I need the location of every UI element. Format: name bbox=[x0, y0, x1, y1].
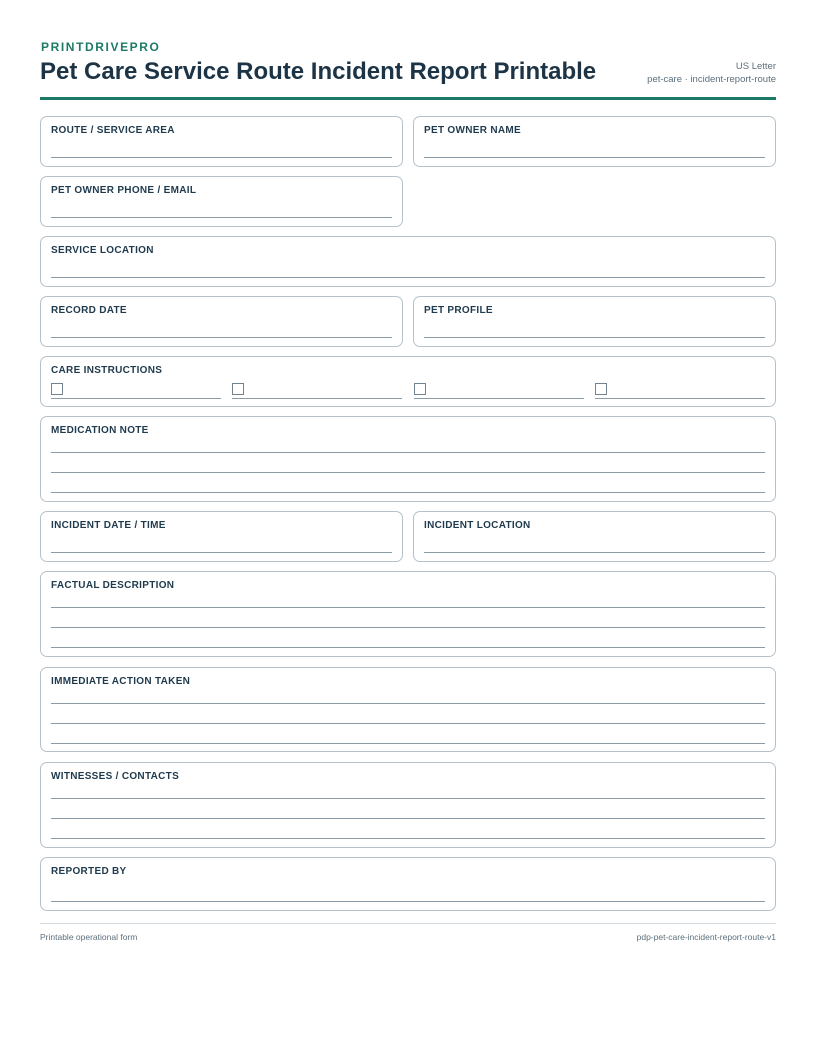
footer-form-type: Printable operational form bbox=[40, 932, 138, 942]
care-instruction-item[interactable] bbox=[232, 382, 402, 399]
reported-by-field[interactable] bbox=[40, 857, 776, 911]
care-instructions-checklist bbox=[51, 382, 765, 398]
witnesses-contacts-label: WITNESSES / CONTACTS bbox=[51, 771, 180, 782]
record-date-field[interactable] bbox=[40, 296, 403, 347]
medication-note-line[interactable] bbox=[51, 492, 765, 493]
pet-profile-label: PET PROFILE bbox=[424, 305, 493, 316]
pet-profile-field[interactable] bbox=[413, 296, 776, 347]
reported-by-line[interactable] bbox=[51, 901, 765, 902]
witnesses-contacts-line[interactable] bbox=[51, 818, 765, 819]
document-tags: pet-care · incident-report-route bbox=[647, 74, 776, 85]
record-date-line[interactable] bbox=[51, 337, 392, 338]
brand-name: PRINTDRIVEPRO bbox=[41, 40, 161, 54]
immediate-action-taken-label: IMMEDIATE ACTION TAKEN bbox=[51, 676, 191, 687]
checkbox[interactable] bbox=[232, 383, 244, 395]
incident-location-label: INCIDENT LOCATION bbox=[424, 520, 531, 531]
page-title: Pet Care Service Route Incident Report Printable bbox=[40, 58, 597, 85]
medication-note-field[interactable] bbox=[40, 416, 776, 502]
factual-description-line[interactable] bbox=[51, 627, 765, 628]
paper-size-label: US Letter bbox=[735, 61, 776, 72]
immediate-action-taken-line[interactable] bbox=[51, 703, 765, 704]
care-instruction-item[interactable] bbox=[414, 382, 584, 399]
care-instructions-field bbox=[40, 356, 776, 407]
incident-location-field[interactable] bbox=[413, 511, 776, 562]
incident-location-line[interactable] bbox=[424, 552, 765, 553]
incident-date-time-label: INCIDENT DATE / TIME bbox=[51, 520, 166, 531]
factual-description-line[interactable] bbox=[51, 607, 765, 608]
pet-owner-phone-email-field[interactable] bbox=[40, 176, 403, 227]
pet-owner-name-label: PET OWNER NAME bbox=[424, 125, 521, 136]
document-meta bbox=[647, 60, 776, 86]
care-instruction-item[interactable] bbox=[51, 382, 221, 399]
pet-owner-name-field[interactable] bbox=[413, 116, 776, 167]
factual-description-label: FACTUAL DESCRIPTION bbox=[51, 580, 175, 591]
pet-owner-phone-email-line[interactable] bbox=[51, 217, 392, 218]
witnesses-contacts-field[interactable] bbox=[40, 762, 776, 848]
care-instruction-item[interactable] bbox=[595, 382, 765, 399]
incident-date-time-field[interactable] bbox=[40, 511, 403, 562]
checkbox[interactable] bbox=[595, 383, 607, 395]
medication-note-line[interactable] bbox=[51, 472, 765, 473]
checkbox[interactable] bbox=[414, 383, 426, 395]
immediate-action-taken-line[interactable] bbox=[51, 743, 765, 744]
footer-document-id: pdp-pet-care-incident-report-route-v1 bbox=[636, 932, 776, 942]
pet-owner-name-line[interactable] bbox=[424, 157, 765, 158]
footer-divider bbox=[40, 923, 776, 924]
incident-date-time-line[interactable] bbox=[51, 552, 392, 553]
route-service-area-label: ROUTE / SERVICE AREA bbox=[51, 125, 175, 136]
header-divider bbox=[40, 97, 776, 100]
pet-owner-phone-email-label: PET OWNER PHONE / EMAIL bbox=[51, 185, 197, 196]
care-instructions-label: CARE INSTRUCTIONS bbox=[51, 365, 163, 376]
service-location-line[interactable] bbox=[51, 277, 765, 278]
immediate-action-taken-field[interactable] bbox=[40, 667, 776, 752]
medication-note-line[interactable] bbox=[51, 452, 765, 453]
factual-description-field[interactable] bbox=[40, 571, 776, 657]
factual-description-line[interactable] bbox=[51, 647, 765, 648]
witnesses-contacts-line[interactable] bbox=[51, 798, 765, 799]
service-location-field[interactable] bbox=[40, 236, 776, 287]
pet-profile-line[interactable] bbox=[424, 337, 765, 338]
medication-note-label: MEDICATION NOTE bbox=[51, 425, 149, 436]
route-service-area-line[interactable] bbox=[51, 157, 392, 158]
service-location-label: SERVICE LOCATION bbox=[51, 245, 154, 256]
reported-by-label: REPORTED BY bbox=[51, 866, 127, 877]
checkbox[interactable] bbox=[51, 383, 63, 395]
witnesses-contacts-line[interactable] bbox=[51, 838, 765, 839]
record-date-label: RECORD DATE bbox=[51, 305, 127, 316]
route-service-area-field[interactable] bbox=[40, 116, 403, 167]
immediate-action-taken-line[interactable] bbox=[51, 723, 765, 724]
